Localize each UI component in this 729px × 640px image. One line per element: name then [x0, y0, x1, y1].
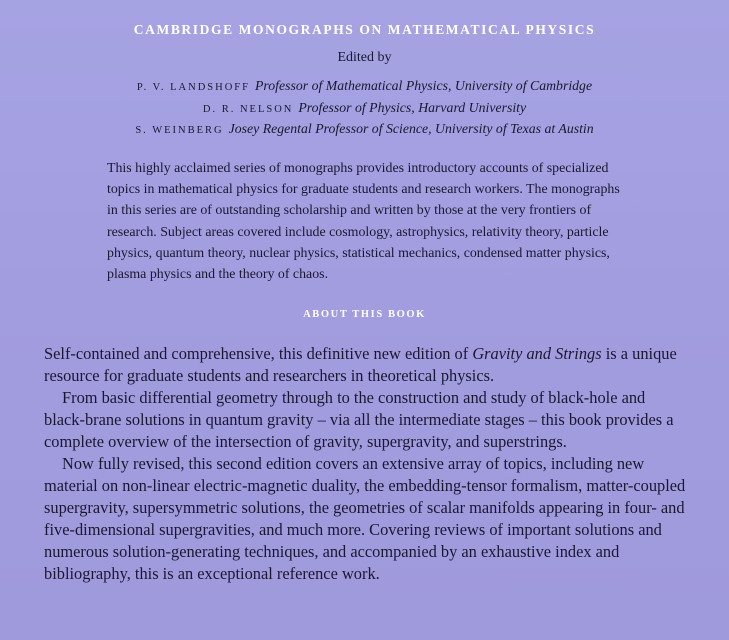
- editor-entry: [0, 121, 729, 137]
- edited-by-label: Edited by: [337, 50, 392, 65]
- editor-entry: [0, 78, 729, 94]
- book-paragraph-1: [44, 343, 689, 387]
- editor-entry: [0, 100, 729, 116]
- editor-role: Professor of Physics, Harvard University: [298, 100, 527, 115]
- book-paragraph-2: From basic differential geometry through to the construction and study of black-hole and black-brane solutions in quantum gravity – via all the intermediate stages – this book provides a complete overview of the intersection of gravity, supergravity, and superstrings.: [44, 388, 674, 451]
- book-title: Gravity and Strings: [472, 344, 602, 363]
- editor-name: P. V. LANDSHOFF: [136, 82, 250, 93]
- series-description: This highly acclaimed series of monographs provides introductory accounts of specialized topics in mathematical physics for graduate students and research workers. The monographs in this series are of outstanding scholarship and written by those at the very frontiers of research. Subject areas covered include cosmology, astrophysics, relativity theory, particle physics, quantum theory, nuclear physics, statistical mechanics, condensed matter physics, plasma physics and the theory of chaos.: [107, 161, 620, 283]
- editor-role: Josey Regental Professor of Science, University of Texas at Austin: [228, 121, 594, 136]
- book-paragraph-1-start: Self-contained and comprehensive, this definitive new edition of: [44, 344, 473, 363]
- book-paragraph-3: Now fully revised, this second edition covers an extensive array of topics, including new material on non-linear electric-magnetic duality, the embedding-tensor formalism, matter-coupled supergravity, supersymmetric solutions, the geometries of scalar manifolds appearing in four- and five-dimensional supergravities, and much more. Covering reviews of important solutions and numerous solution-generating techniques, and accompanied by an exhaustive index and bibliography, this is an exceptional reference work.: [44, 454, 686, 583]
- editor-role: Professor of Mathematical Physics, University of Cambridge: [254, 78, 593, 93]
- book-paragraph-1-end: is a unique resource for graduate students and researchers in theoretical physics.: [44, 344, 677, 385]
- editor-name: D. R. NELSON: [202, 104, 294, 115]
- series-title: CAMBRIDGE MONOGRAPHS ON MATHEMATICAL PHYSICS: [133, 22, 596, 37]
- about-heading: ABOUT THIS BOOK: [303, 309, 426, 320]
- editor-name: S. WEINBERG: [135, 125, 224, 136]
- book-description: [44, 343, 689, 585]
